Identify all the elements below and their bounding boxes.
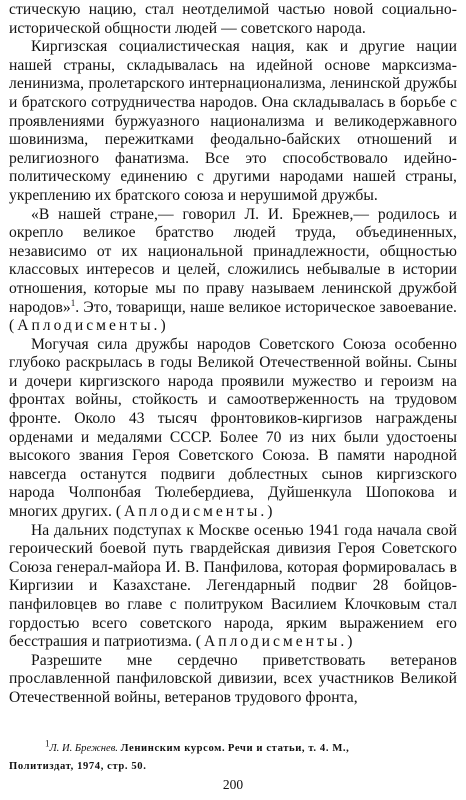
body-text — [9, 1, 457, 708]
footnote-line — [9, 758, 457, 776]
paragraph — [9, 522, 457, 652]
footnote — [9, 740, 457, 776]
applause-note: (Аплодисменты.) — [9, 317, 169, 335]
paragraph — [9, 1, 457, 38]
footnote-author: Л. И. Брежнев. — [49, 743, 118, 754]
footnote-title: Ленинским курсом. — [120, 743, 226, 754]
paragraph-text: На дальних подступах к Москве осенью 1941 года начала свой героический боевой путь гвардейская дивизия Героя Советского Союза генерал-майора И. В. Панфилова, которая формировалась в Киргизии и Казахстане. Легендарный подвиг 28 бойцов-панфиловцев во главе с политруком Василием Клочковым стал гордостью всего советского народа, ярким выражением его бесстрашия и патриотизма. — [9, 521, 457, 651]
paragraph — [9, 336, 457, 522]
footnote-marker: 1 — [70, 297, 76, 308]
footnote-details: Речи и статьи, т. 4. М., — [227, 743, 350, 754]
quote-text: «В нашей стране,— говорил Л. И. Брежнев,— родилось и окрепло великое братство людей труда, объединенных, независимо от их национальной принадлежности, общностью классовых интересов и целей, сложились небывалые в истории отношения, которые мы по праву называем ленинской дружбой народов» — [9, 205, 457, 316]
applause-note: (Аплодисменты.) — [115, 503, 276, 521]
paragraph — [9, 206, 457, 336]
footnote-marker: 1 — [45, 738, 50, 749]
paragraph-text: Могучая сила дружбы народов Советского Союза особенно глубоко раскрылась в годы Великой Отечественной войны. Сыны и дочери киргизского народа проявили мужество и героизм на фронтах войны, стойкость и самоотверженность на трудовом фронте. Около 43 тысяч фронтовиков-киргизов награждены орденами и медалями СССР. Более 70 из них были удостоены высокого звания Героя Советского Союза. В памяти народной навсегда останутся подвиги доблестных сынов киргизского народа Чолпонбая Тюлебердиева, Дуйшенкула Шопокова и многих других. — [9, 335, 457, 521]
paragraph-text: стическую нацию, стал неотделимой частью новой социально-исторической общности людей — советского народа. — [9, 1, 457, 37]
footnote-publisher: Политиздат, 1974, стр. 50. — [9, 761, 147, 772]
applause-note: (Аплодисменты.) — [195, 633, 356, 651]
paragraph-text: . Это, товарищи, наше великое историческое завоевание. — [75, 298, 457, 316]
paragraph-text: Киргизская социалистическая нация, как и другие нации нашей страны, складывалась на идейной основе марксизма-ленинизма, пролетарского интернационализма, ленинской дружбы и братского сотрудничества народов. Она складывалась в борьбе с проявлениями буржуазного национализма и великодержавного шовинизма, пережитками феодально-байских отношений и религиозного фанатизма. Все это способствовало идейно-политическому единению с другими народами нашей страны, укреплению их братского союза и нерушимой дружбы. — [9, 38, 457, 204]
paragraph-text: Разрешите мне сердечно приветствовать ветеранов прославленной панфиловской дивизии, всех участников Великой Отечественной войны, ветеранов трудового фронта, — [9, 651, 457, 706]
paragraph — [9, 38, 457, 205]
page-number: 200 — [222, 777, 244, 792]
paragraph — [9, 652, 457, 708]
footnote-line — [9, 740, 457, 758]
